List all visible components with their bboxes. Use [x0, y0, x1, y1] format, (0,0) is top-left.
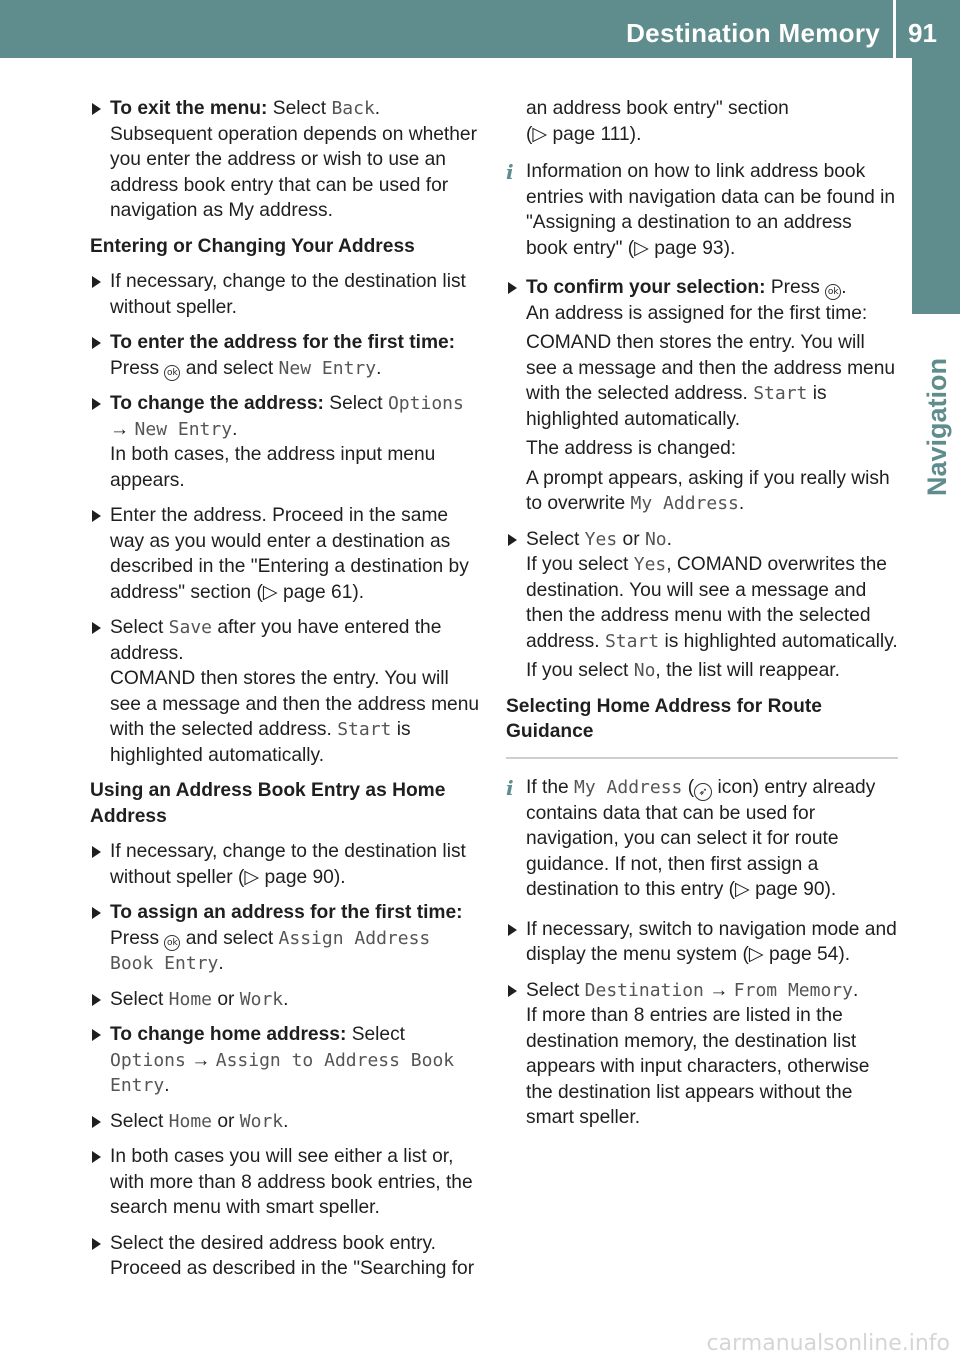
step-confirm-selection: To confirm your selection: Press ok . An address is assigned for the first time: COMAND then stores the entry. You will see a message and then the address menu with the selected address. Start is highlighted automatically. The address is changed: A prompt appears, asking if you really wish to overwrite My Address. — [506, 275, 898, 517]
step-arrow-icon — [92, 622, 101, 634]
step-change-address: To change the address: Select Options → New Entry. In both cases, the address input menu appears. — [90, 391, 482, 493]
page-ref-icon: ▷ — [244, 866, 260, 888]
step-arrow-icon — [92, 1116, 101, 1128]
info-icon: i — [506, 775, 514, 800]
page-ref-icon: ▷ — [262, 581, 278, 603]
step-arrow-icon — [92, 103, 101, 115]
section-heading: Entering or Changing Your Address — [90, 235, 415, 257]
step-list-or-search: In both cases you will see either a list or, with more than 8 address book entries, the search menu with smart speller. — [90, 1144, 482, 1221]
page-number: 91 — [908, 18, 937, 48]
footer — [0, 1322, 960, 1362]
page-header — [0, 0, 960, 58]
page-ref-icon: ▷ — [634, 237, 649, 259]
info-note: i Information on how to link address book entries with navigation data can be found in "Assigning a destination to an address book entry" (▷ page 93). — [506, 160, 896, 259]
info-note: i If the My Address ( ➶ icon) entry already contains data that can be used for navigation, you can select it for route guidance. If not, then first assign a destination to this entry (▷ page 90). — [506, 775, 876, 900]
watermark: carmanualsonline.info — [706, 1331, 950, 1356]
step-arrow-icon — [508, 924, 517, 936]
step-arrow-icon — [508, 282, 517, 294]
step-select-home-work: Select Home or Work. — [90, 1109, 482, 1135]
step-change-list: If necessary, change to the destination list without speller. — [90, 269, 482, 320]
left-column — [90, 96, 482, 1292]
step-arrow-icon — [508, 534, 517, 546]
step-arrow-icon — [92, 1029, 101, 1041]
ok-button-icon: ok — [164, 935, 180, 951]
step-assign-address: To assign an address for the first time: Press ok and select Assign Address Book Entry. — [90, 900, 482, 977]
step-arrow-icon — [92, 398, 101, 410]
step-select-yes-no: Select Yes or No. If you select Yes, COMAND overwrites the destination. You will see a message and then the address menu with the selected address. Start is highlighted automatically. If you select No, the list will reappear. — [506, 527, 898, 684]
step-enter-address: To enter the address for the first time: Press ok and select New Entry. — [90, 330, 482, 381]
navigation-arrow-icon: ➶ — [694, 783, 712, 801]
page-ref-icon: ▷ — [735, 879, 750, 900]
step-arrow-icon — [92, 846, 101, 858]
page-ref-icon: ▷ — [748, 944, 764, 965]
header-divider — [893, 0, 896, 58]
section-heading: Selecting Home Address for Route Guidance — [506, 694, 898, 759]
section-tab — [912, 58, 960, 314]
step-arrow-icon — [92, 994, 101, 1006]
step-change-list: If necessary, change to the destination list without speller (▷ page 90). — [90, 839, 482, 890]
right-column — [506, 96, 898, 1141]
step-arrow-icon — [92, 1151, 101, 1163]
section-heading: Using an Address Book Entry as Home Address — [90, 780, 446, 827]
info-icon: i — [506, 160, 514, 184]
ok-button-icon: ok — [825, 284, 841, 300]
step-arrow-icon — [92, 276, 101, 288]
section-label: Navigation — [922, 357, 952, 496]
step-arrow-icon — [92, 510, 101, 522]
step-select-home-work: Select Home or Work. — [90, 987, 482, 1013]
step-arrow-icon — [92, 337, 101, 349]
continued-text: an address book entry" section (▷ page 111). — [526, 98, 789, 145]
step-select-destination: Select Destination → From Memory. If more than 8 entries are listed in the destination memory, the destination list appears with input characters, otherwise the destination list appears without the smart speller. — [506, 978, 898, 1131]
step-select-save: Select Save after you have entered the address. COMAND then stores the entry. You will see a message and then the address menu with the selected address. Start is highlighted automatically. — [90, 615, 482, 768]
step-arrow-icon — [508, 985, 517, 997]
header-title: Destination Memory — [626, 18, 880, 48]
step-switch-nav-mode: If necessary, switch to navigation mode and display the menu system (▷ page 54). — [506, 917, 898, 968]
page-ref-icon: ▷ — [532, 123, 548, 145]
ok-button-icon: ok — [164, 365, 180, 381]
step-enter-the-address: Enter the address. Proceed in the same way as you would enter a destination as described in the "Entering a destination by address" section (▷ page 61). — [90, 503, 482, 605]
step-exit-menu: To exit the menu: Select Back. Subsequent operation depends on whether you enter the address or wish to use an address book entry that can be used for navigation as My address. — [90, 96, 482, 224]
step-change-home: To change home address: Select Options → Assign to Address Book Entry. — [90, 1022, 482, 1099]
step-arrow-icon — [92, 1238, 101, 1250]
step-select-entry: Select the desired address book entry. Proceed as described in the "Searching for — [90, 1231, 482, 1282]
step-arrow-icon — [92, 907, 101, 919]
